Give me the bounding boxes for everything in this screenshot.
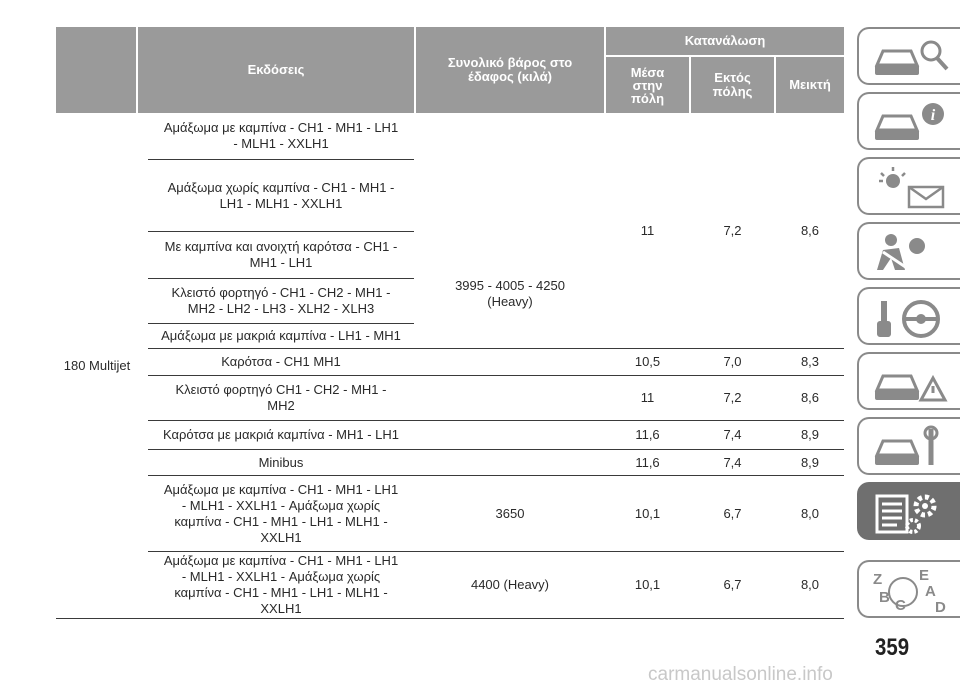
weight-cell: 3650 <box>495 505 525 521</box>
extra-cell: 6,7 <box>723 505 742 521</box>
svg-text:i: i <box>930 107 936 124</box>
combined-cell: 8,6 <box>800 222 820 238</box>
tab-getting-to-know[interactable] <box>857 92 960 150</box>
header-extra-urban: Εκτός πόλης <box>712 70 753 99</box>
header-weight: Συνολικό βάρος στο έδαφος (κιλά) <box>447 55 573 84</box>
city-cell: 11,6 <box>635 427 660 442</box>
header-versions: Εκδόσεις <box>247 62 305 77</box>
airbag-safety-icon <box>871 230 951 276</box>
header-city: Μέσα στην πόλη <box>630 64 665 106</box>
city-cell: 11,6 <box>635 454 660 470</box>
combined-cell: 8,0 <box>800 577 820 592</box>
city-cell: 10,5 <box>634 354 661 369</box>
extra-cell: 7,2 <box>723 222 742 238</box>
weight-group-cell: 3995 - 4005 - 4250 (Heavy) <box>455 278 565 309</box>
city-cell: 10,1 <box>634 505 661 521</box>
tab-technical-specs[interactable] <box>857 482 960 540</box>
combined-cell: 8,9 <box>800 454 820 470</box>
table-row-version: Καρότσα με μακριά καμπίνα - MH1 - LH1 <box>162 427 399 442</box>
specifications-icon <box>871 490 951 536</box>
page-number: 359 <box>875 634 910 661</box>
car-maintenance-icon <box>871 425 951 471</box>
combined-cell: 8,3 <box>800 354 820 369</box>
table-row-version: Με καμπίνα και ανοιχτή καρότσα - CH1 - MH1 - LH1 <box>164 239 398 270</box>
index-letters-icon <box>871 568 951 614</box>
table-row-version: Καρότσα - CH1 MH1 <box>221 354 341 369</box>
table-row-version: Αμάξωμα με καμπίνα - CH1 - MH1 - LH1 - MLH1 - XXLH1 - Αμάξωμα χωρίς καμπίνα - CH1 - MH1 - LH1 - MLH1 - XXLH1 <box>163 481 399 545</box>
svg-text:E: E <box>919 568 930 584</box>
combined-cell: 8,9 <box>800 427 820 442</box>
extra-cell: 7,0 <box>723 354 742 369</box>
table-row-version: Κλειστό φορτηγό CH1 - CH2 - MH1 - MH2 <box>175 382 387 413</box>
table-row-version: Αμάξωμα με καμπίνα - CH1 - MH1 - LH1 - MLH1 - XXLH1 <box>163 120 399 151</box>
table-row-version: Αμάξωμα με μακριά καμπίνα - LH1 - MH1 <box>161 328 401 343</box>
tab-maintenance[interactable] <box>857 417 960 475</box>
svg-text:D: D <box>935 599 946 614</box>
svg-text:Z: Z <box>873 571 883 588</box>
engine-cell: 180 Multijet <box>63 357 131 373</box>
tab-emergency[interactable] <box>857 352 960 410</box>
table-row-version: Κλειστό φορτηγό - CH1 - CH2 - MH1 - MH2 - LH2 - LH3 - XLH2 - XLH3 <box>171 285 391 316</box>
svg-text:A: A <box>925 583 936 600</box>
extra-cell: 7,2 <box>723 390 742 405</box>
extra-cell: 7,4 <box>723 454 742 470</box>
car-info-icon <box>871 100 951 146</box>
watermark: carmanualsonline.info <box>648 664 833 685</box>
city-cell: 11 <box>640 222 655 238</box>
tab-warning-lights[interactable] <box>857 157 960 215</box>
tab-starting-driving[interactable] <box>857 287 960 345</box>
svg-text:C: C <box>895 597 906 614</box>
combined-cell: 8,6 <box>800 390 820 405</box>
tab-index[interactable] <box>857 560 960 618</box>
table-row-version: Αμάξωμα χωρίς καμπίνα - CH1 - MH1 - LH1 - MLH1 - XXLH1 <box>167 179 395 211</box>
table-row-version: Αμάξωμα με καμπίνα - CH1 - MH1 - LH1 - MLH1 - XXLH1 - Αμάξωμα χωρίς καμπίνα - CH1 - MH1 - LH1 - MLH1 - XXLH1 <box>163 553 399 616</box>
city-cell: 10,1 <box>634 577 661 592</box>
extra-cell: 6,7 <box>723 577 742 592</box>
warning-lights-icon <box>871 165 951 211</box>
svg-text:B: B <box>879 589 890 606</box>
header-consumption: Κατανάλωση <box>684 33 766 48</box>
tab-dashboard[interactable] <box>857 27 960 85</box>
table-body <box>56 113 844 619</box>
key-steering-icon <box>871 295 951 341</box>
combined-cell: 8,0 <box>800 505 820 521</box>
extra-cell: 7,4 <box>723 427 742 442</box>
table-row-version: Minibus <box>258 454 304 470</box>
table-header <box>56 27 844 113</box>
car-hazard-icon <box>871 360 951 406</box>
city-cell: 11 <box>640 390 655 405</box>
weight-cell: 4400 (Heavy) <box>470 577 550 592</box>
header-combined: Μεικτή <box>789 77 831 92</box>
tab-safety[interactable] <box>857 222 960 280</box>
car-search-icon <box>871 35 951 81</box>
